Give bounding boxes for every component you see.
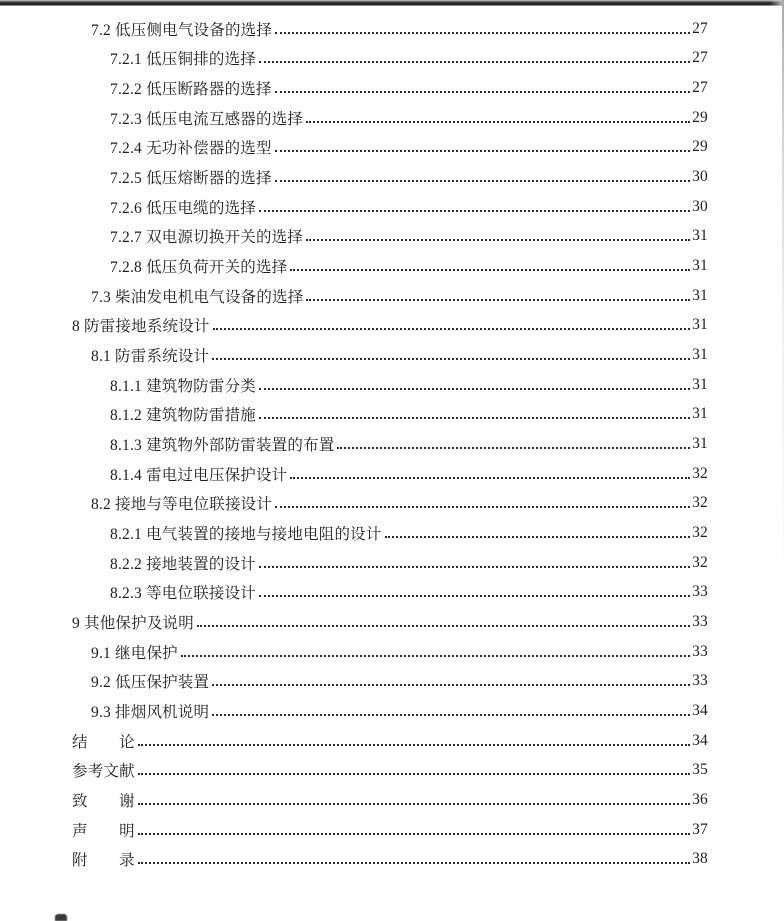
toc-entry[interactable] — [0, 844, 784, 874]
toc-entry[interactable] — [0, 311, 784, 341]
dot-leader-icon — [259, 388, 690, 390]
toc-entry-page: 31 — [692, 227, 708, 245]
toc-entry[interactable] — [0, 666, 784, 696]
toc-entry[interactable] — [0, 577, 784, 607]
toc-entry-label: 8.1.3 建筑物外部防雷装置的布置 — [110, 437, 335, 455]
toc-entry-label: 9.1 继电保护 — [91, 644, 178, 662]
toc-entry-page: 33 — [692, 672, 708, 690]
toc-entry-page: 27 — [692, 79, 708, 97]
toc-entry-page: 33 — [692, 583, 708, 601]
dot-leader-icon — [259, 417, 690, 419]
toc-entry[interactable] — [0, 815, 784, 845]
toc-entry-label: 7.2.1 低压铜排的选择 — [110, 51, 256, 69]
toc-entry[interactable] — [0, 370, 784, 400]
toc-entry-label: 7.3 柴油发电机电气设备的选择 — [91, 288, 304, 306]
toc-entry-label: 8.2.3 等电位联接设计 — [110, 585, 256, 603]
dot-leader-icon — [306, 299, 690, 301]
dot-leader-icon — [212, 714, 690, 716]
toc-entry[interactable] — [0, 429, 784, 459]
toc-entry-label: 8.2.1 电气装置的接地与接地电阻的设计 — [110, 525, 382, 543]
toc-entry[interactable] — [0, 251, 784, 281]
toc-entry-page: 27 — [692, 49, 708, 67]
toc-list — [0, 6, 784, 874]
dot-leader-icon — [275, 32, 690, 34]
dot-leader-icon — [275, 150, 690, 152]
toc-entry-page: 31 — [692, 316, 708, 334]
dot-leader-icon — [138, 862, 690, 864]
toc-entry-page: 30 — [692, 197, 708, 215]
dot-leader-icon — [259, 595, 690, 597]
toc-entry-page: 37 — [692, 820, 708, 838]
dot-leader-icon — [259, 210, 690, 212]
dot-leader-icon — [275, 506, 690, 508]
toc-entry-label: 9 其他保护及说明 — [72, 614, 194, 632]
toc-entry-label: 9.2 低压保护装置 — [91, 674, 210, 692]
toc-entry-label: 7.2.2 低压断路器的选择 — [110, 81, 272, 99]
dot-leader-icon — [290, 269, 690, 271]
ink-mark — [55, 914, 67, 921]
dot-leader-icon — [259, 61, 690, 63]
toc-entry[interactable] — [0, 73, 784, 103]
dot-leader-icon — [212, 358, 690, 360]
toc-entry-label: 7.2.6 低压电缆的选择 — [110, 199, 256, 217]
toc-entry[interactable] — [0, 696, 784, 726]
toc-entry-label: 8.2.2 接地装置的设计 — [110, 555, 256, 573]
toc-entry-page: 33 — [692, 642, 708, 660]
toc-entry-page: 32 — [692, 523, 708, 541]
dot-leader-icon — [212, 684, 690, 686]
dot-leader-icon — [197, 625, 690, 627]
toc-entry-label: 声 明 — [72, 822, 135, 840]
toc-entry-label: 7.2.4 无功补偿器的选型 — [110, 140, 272, 158]
toc-entry-label: 致 谢 — [72, 792, 135, 810]
dot-leader-icon — [275, 180, 690, 182]
toc-entry-page: 29 — [692, 108, 708, 126]
dot-leader-icon — [213, 328, 690, 330]
dot-leader-icon — [138, 833, 690, 835]
dot-leader-icon — [306, 121, 690, 123]
toc-entry-page: 32 — [692, 553, 708, 571]
dot-leader-icon — [138, 803, 690, 805]
toc-entry[interactable] — [0, 222, 784, 252]
dot-leader-icon — [337, 447, 690, 449]
toc-entry[interactable] — [0, 14, 784, 44]
toc-entry-label: 7.2.7 双电源切换开关的选择 — [110, 229, 304, 247]
toc-entry-page: 31 — [692, 286, 708, 304]
toc-entry-label: 8 防雷接地系统设计 — [72, 318, 210, 336]
toc-entry-label: 7.2.8 低压负荷开关的选择 — [110, 259, 288, 277]
toc-entry[interactable] — [0, 548, 784, 578]
toc-entry-label: 9.3 排烟风机说明 — [91, 703, 210, 721]
toc-entry-label: 参考文献 — [72, 763, 135, 781]
toc-entry-label: 7.2 低压侧电气设备的选择 — [91, 21, 273, 39]
toc-entry[interactable] — [0, 459, 784, 489]
toc-entry-page: 32 — [692, 464, 708, 482]
toc-entry-page: 38 — [692, 850, 708, 868]
toc-entry-page: 33 — [692, 612, 708, 630]
toc-entry-label: 8.1.2 建筑物防雷措施 — [110, 407, 256, 425]
toc-entry[interactable] — [0, 133, 784, 163]
toc-entry-page: 36 — [692, 790, 708, 808]
toc-entry[interactable] — [0, 489, 784, 519]
toc-entry[interactable] — [0, 103, 784, 133]
dot-leader-icon — [181, 655, 690, 657]
toc-entry[interactable] — [0, 726, 784, 756]
dot-leader-icon — [138, 773, 690, 775]
dot-leader-icon — [385, 536, 691, 538]
toc-entry-label: 8.2 接地与等电位联接设计 — [91, 496, 273, 514]
toc-entry[interactable] — [0, 637, 784, 667]
toc-entry-label: 7.2.3 低压电流互感器的选择 — [110, 110, 304, 128]
toc-entry-page: 32 — [692, 494, 708, 512]
toc-entry[interactable] — [0, 162, 784, 192]
toc-entry[interactable] — [0, 192, 784, 222]
dot-leader-icon — [290, 477, 690, 479]
toc-entry-label: 8.1.1 建筑物防雷分类 — [110, 377, 256, 395]
toc-entry-page: 31 — [692, 257, 708, 275]
toc-entry-page: 31 — [692, 435, 708, 453]
toc-entry-label: 8.1.4 雷电过电压保护设计 — [110, 466, 288, 484]
toc-entry-page: 34 — [692, 731, 708, 749]
toc-entry-page: 31 — [692, 405, 708, 423]
toc-entry[interactable] — [0, 607, 784, 637]
toc-entry-page: 34 — [692, 701, 708, 719]
toc-entry[interactable] — [0, 785, 784, 815]
toc-entry-page: 31 — [692, 375, 708, 393]
toc-entry[interactable] — [0, 281, 784, 311]
dot-leader-icon — [275, 91, 690, 93]
toc-entry-label: 7.2.5 低压熔断器的选择 — [110, 170, 272, 188]
toc-entry[interactable] — [0, 400, 784, 430]
toc-entry-page: 35 — [692, 761, 708, 779]
dot-leader-icon — [306, 239, 690, 241]
toc-entry-page: 27 — [692, 19, 708, 37]
dot-leader-icon — [138, 744, 690, 746]
toc-entry-label: 附 录 — [72, 852, 135, 870]
toc-entry[interactable] — [0, 340, 784, 370]
toc-entry-page: 31 — [692, 346, 708, 364]
toc-entry-page: 30 — [692, 168, 708, 186]
toc-entry-page: 29 — [692, 138, 708, 156]
dot-leader-icon — [259, 566, 690, 568]
toc-entry[interactable] — [0, 518, 784, 548]
toc-entry[interactable] — [0, 44, 784, 74]
toc-entry-label: 8.1 防雷系统设计 — [91, 348, 210, 366]
toc-entry-label: 结 论 — [72, 733, 135, 751]
toc-entry[interactable] — [0, 755, 784, 785]
